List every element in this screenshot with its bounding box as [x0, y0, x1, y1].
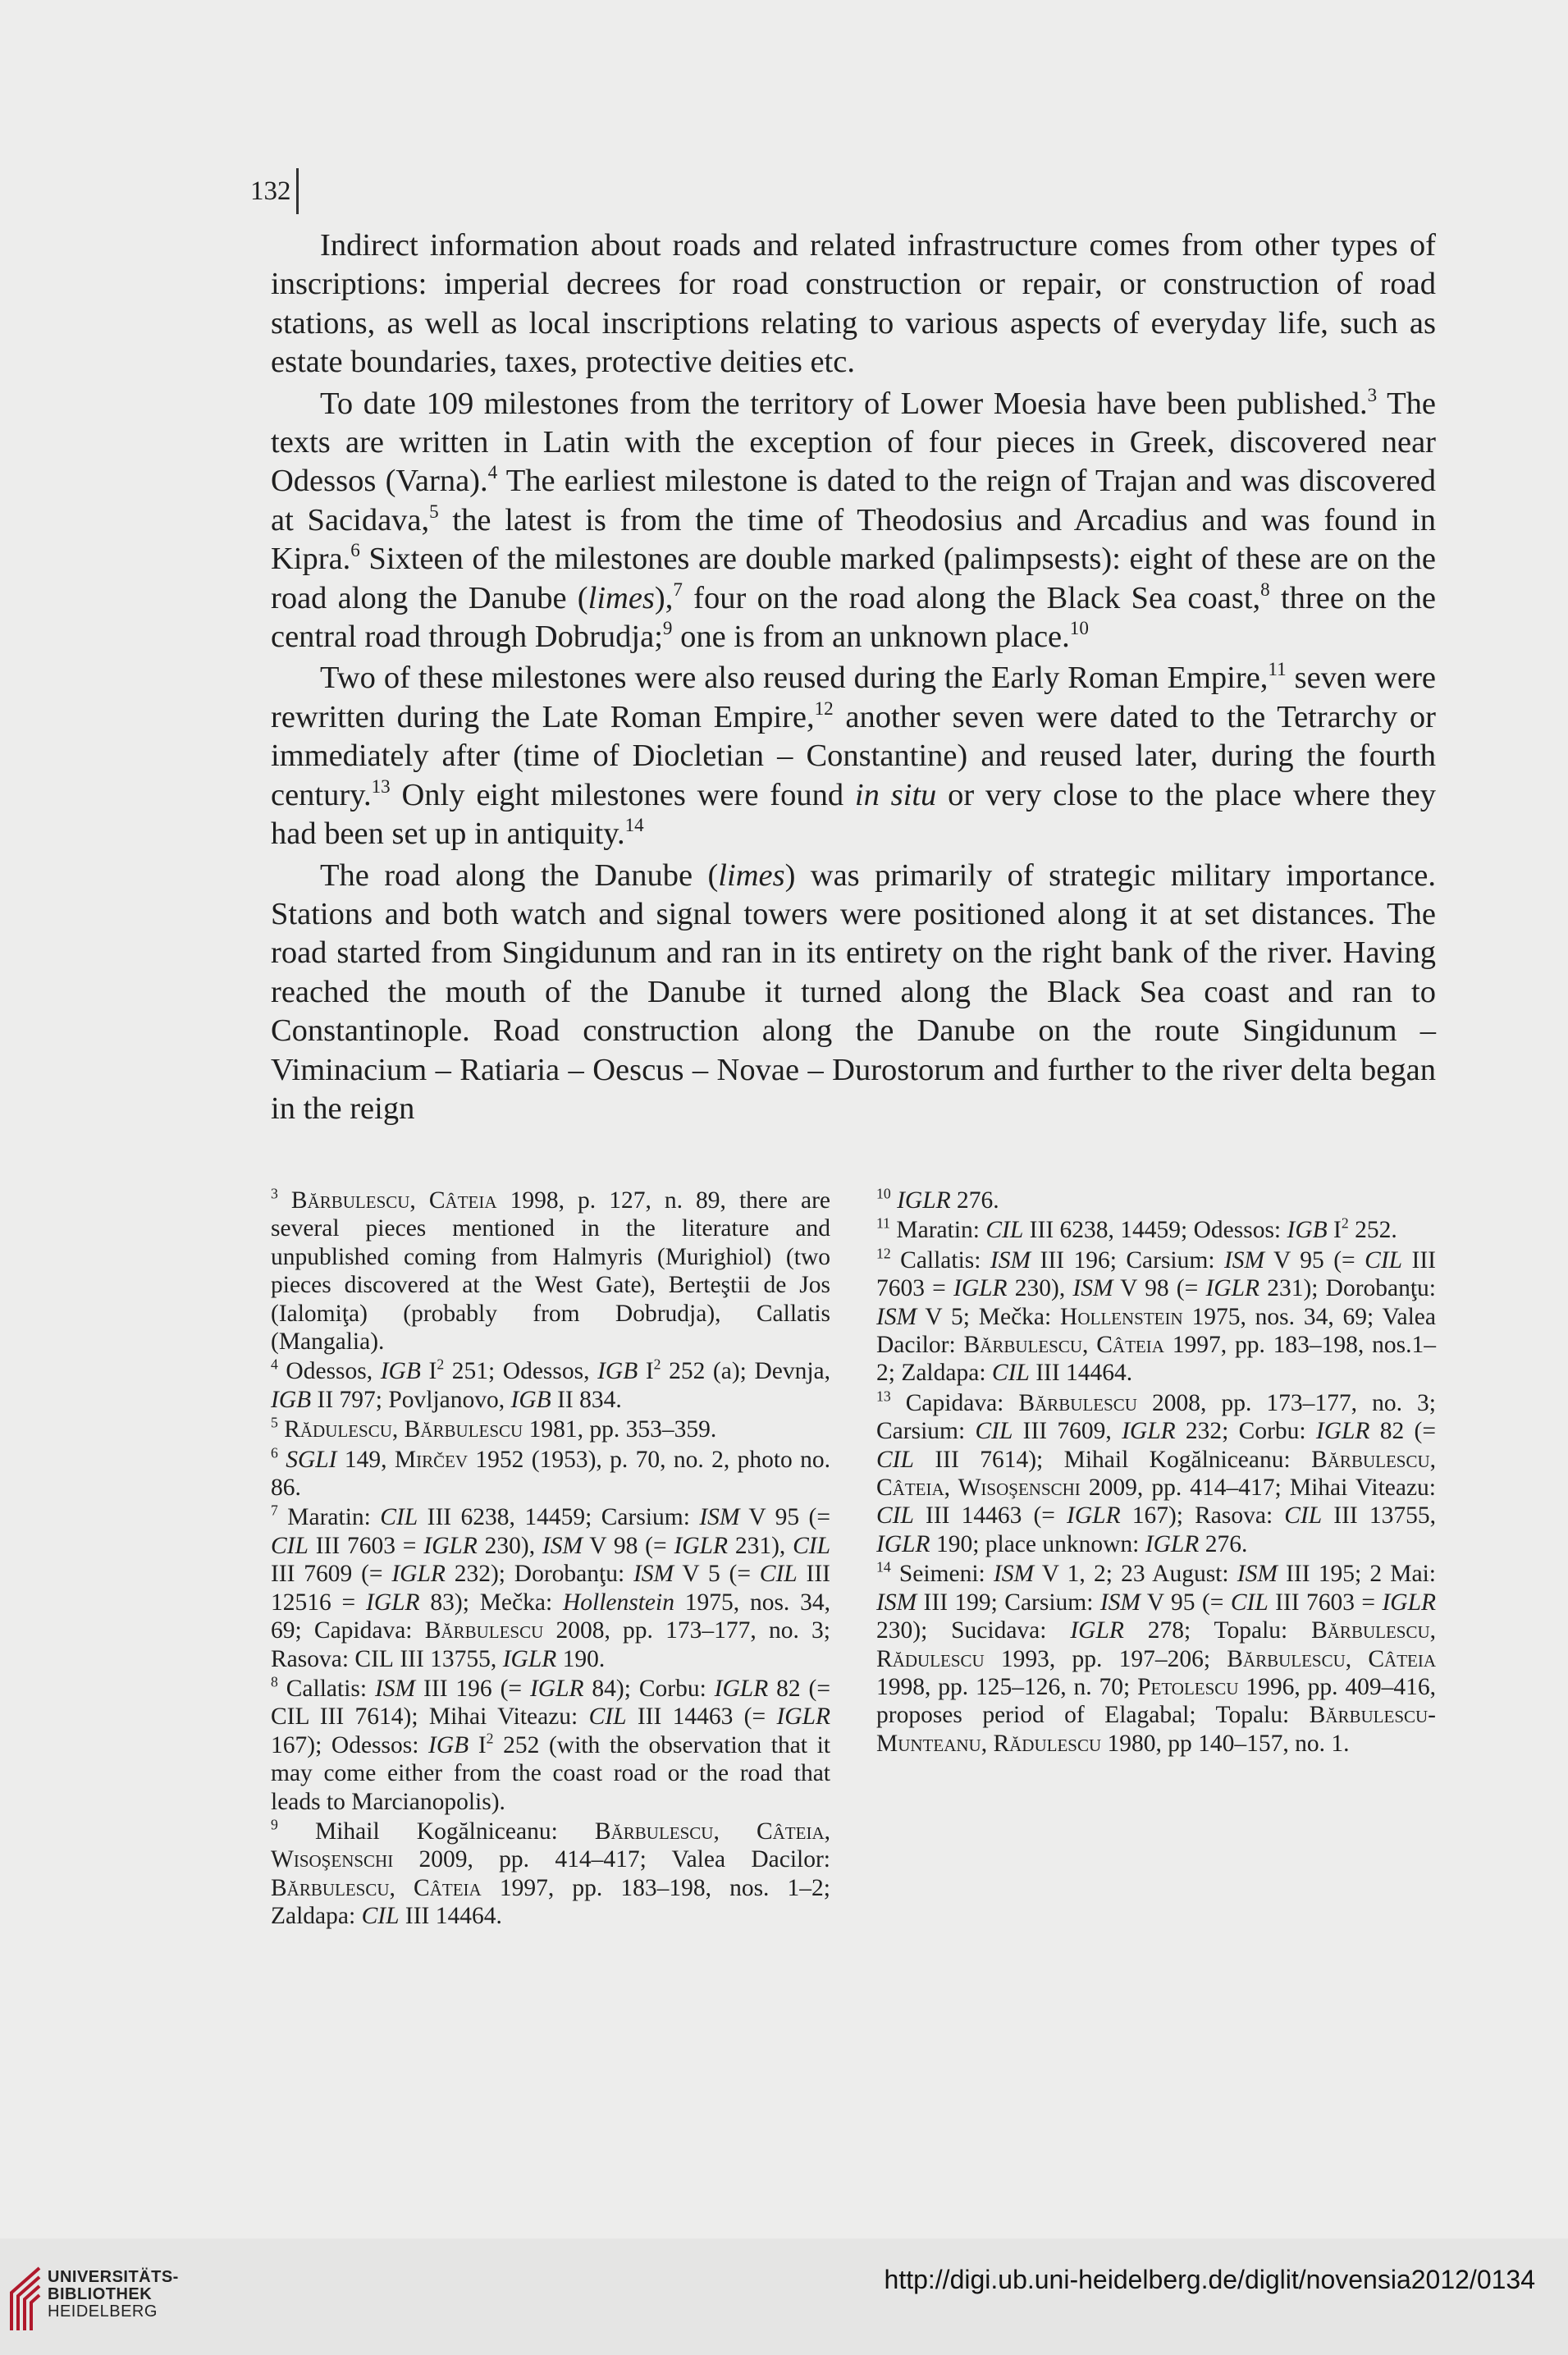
- text-run: III 199; Carsium:: [917, 1589, 1100, 1616]
- corpus-abbrev: IGB: [510, 1386, 551, 1413]
- text-run: To date 109 milestones from the territory of Lower Moesia have been published.: [320, 386, 1368, 421]
- source-url-link[interactable]: http://digi.ub.uni-heidelberg.de/diglit/novensia2012/0134: [884, 2265, 1535, 2294]
- corpus-abbrev: CIL: [793, 1532, 830, 1559]
- footnote-ref[interactable]: 12: [814, 697, 834, 719]
- text-run: 230),: [1007, 1275, 1073, 1302]
- corpus-abbrev: ISM: [1223, 1246, 1265, 1274]
- text-run: [891, 1187, 897, 1214]
- text-run: 83); Mečka:: [419, 1589, 563, 1616]
- text-run: I: [469, 1731, 487, 1758]
- footer-bar: [0, 2238, 1568, 2355]
- text-run: 1997, pp. 183–198, nos. 1–2; Zaldapa:: [271, 1874, 830, 1930]
- footnote-ref[interactable]: 13: [371, 775, 391, 797]
- footnote: [876, 1389, 1436, 1558]
- author-name: Bărbulescu, Câteia: [290, 1187, 497, 1214]
- footnote-number: 11: [876, 1214, 891, 1232]
- author-name: Hollenstein: [1060, 1303, 1183, 1330]
- text-run: 190; place unknown:: [930, 1530, 1145, 1557]
- text-run: 2008, pp. 173–177, no. 3; Rasova:: [271, 1617, 830, 1672]
- corpus-abbrev: IGLR: [714, 1675, 769, 1702]
- footnote-number: 5: [271, 1414, 278, 1431]
- text-run: 276.: [1199, 1530, 1248, 1557]
- corpus-abbrev: IGLR: [1070, 1617, 1124, 1644]
- text-run: III 13755,: [1322, 1502, 1436, 1530]
- footnote-ref[interactable]: 10: [1069, 617, 1089, 639]
- text-run: 1998, p. 127, n. 89, there are several pieces mentioned in the literature and unpublished coming from Halmyris (Murighiol) (two pieces discovered at the West Gate), Berteştii de Jos (Ialomiţa) (probably from Dobrudja), Callatis (Mangalia).: [271, 1187, 831, 1356]
- footnote: [876, 1216, 1436, 1244]
- text-run: 1996, pp. 409–416, proposes period of Elagabal; Topalu:: [876, 1673, 1437, 1729]
- text-run: 167); Rasova:: [1120, 1502, 1285, 1530]
- text-run: V 1, 2; 23 August:: [1034, 1561, 1237, 1588]
- corpus-abbrev: Hollenstein: [562, 1589, 674, 1616]
- footnote: [271, 1415, 830, 1443]
- text-run: 252 (a); Devnja,: [661, 1358, 831, 1385]
- text-run: I: [420, 1358, 437, 1385]
- italic-term: in situ: [854, 777, 937, 812]
- corpus-abbrev: IGB: [428, 1731, 469, 1758]
- text-run: Mihail Kogălniceanu:: [277, 1818, 595, 1845]
- text-run: 251; Odessos,: [444, 1358, 598, 1385]
- footnote-ref[interactable]: 14: [624, 814, 644, 836]
- corpus-abbrev: IGLR: [529, 1675, 584, 1702]
- text-run: 231),: [728, 1532, 793, 1559]
- header-rule: [296, 168, 299, 214]
- author-name: Bărbulescu: [1018, 1389, 1137, 1416]
- footnote-ref[interactable]: 6: [350, 539, 360, 561]
- footnote-ref[interactable]: 5: [429, 500, 439, 522]
- text-run: III 7609 (=: [271, 1561, 392, 1588]
- corpus-abbrev: IGLR: [876, 1530, 930, 1557]
- author-name: Mirčev: [394, 1446, 469, 1473]
- corpus-abbrev: CIL: [361, 1903, 400, 1930]
- corpus-abbrev: CIL: [271, 1532, 309, 1559]
- corpus-abbrev: ISM: [876, 1589, 917, 1616]
- text-run: 231); Dorobanţu:: [1259, 1275, 1437, 1302]
- corpus-abbrev: CIL: [759, 1561, 798, 1588]
- text-run: I: [1327, 1217, 1342, 1244]
- text-run: 2008, pp. 173–177, no. 3; Carsium:: [876, 1389, 1436, 1445]
- corpus-abbrev: IGLR: [1205, 1275, 1260, 1302]
- corpus-abbrev: IGLR: [391, 1561, 446, 1588]
- text-run: The texts are written in Latin with the exception of four pieces in Greek, discovered near Odessos (Varna).: [271, 386, 1436, 499]
- text-run: III 14464.: [1029, 1360, 1133, 1387]
- footnote-number: 8: [271, 1673, 278, 1690]
- text-run: Odessos,: [277, 1358, 381, 1385]
- text-run: III 13755,: [393, 1645, 503, 1672]
- author-name: Bărbulescu, Câteia: [271, 1874, 482, 1901]
- text-run: 278; Topalu:: [1123, 1617, 1312, 1644]
- text-run: III 12516 =: [271, 1561, 830, 1616]
- italic-term: limes: [587, 580, 655, 615]
- text-run: 1975, nos. 34, 69; Capidava:: [271, 1589, 830, 1644]
- footnote-ref[interactable]: 9: [662, 617, 673, 639]
- footnote: [876, 1560, 1436, 1758]
- body-paragraph: [271, 659, 1436, 853]
- text-run: V 5; Mečka:: [917, 1303, 1061, 1330]
- text-run: V 98 (=: [583, 1532, 674, 1559]
- text-run: Capidava:: [890, 1389, 1019, 1416]
- footnote-number: 7: [271, 1502, 278, 1519]
- corpus-abbrev: IGLR: [366, 1589, 420, 1616]
- author-name: Bărbulescu, Câteia, Wisoşenschi: [271, 1818, 830, 1873]
- text-run: 82 (=: [1369, 1418, 1436, 1445]
- footnote: [271, 1503, 830, 1672]
- page-header: [250, 168, 299, 214]
- text-run: 252 (with the observation that it may come either from the coast road or the road that leads to Marcianopolis).: [271, 1731, 831, 1815]
- corpus-abbrev: ISM: [876, 1303, 917, 1330]
- text-run: Two of these milestones were also reused during the Early Roman Empire,: [320, 661, 1269, 696]
- body-paragraph: [271, 385, 1436, 657]
- text-run: III 14464.: [399, 1903, 502, 1930]
- corpus-abbrev: ISM: [1099, 1589, 1141, 1616]
- text-run: 2009, pp. 414–417; Mihai Viteazu:: [1080, 1475, 1437, 1502]
- corpus-abbrev: CIL: [876, 1446, 914, 1473]
- corpus-abbrev: IGLR: [1382, 1589, 1437, 1616]
- text-run: V 98 (=: [1113, 1275, 1206, 1302]
- corpus-abbrev: IGB: [380, 1358, 421, 1385]
- footnote: [271, 1357, 830, 1414]
- library-name-line: UNIVERSITÄTS-: [48, 2268, 179, 2286]
- text-run: V 95 (=: [1264, 1246, 1365, 1274]
- corpus-abbrev: IGB: [271, 1386, 312, 1413]
- text-run: II 797; Povljanovo,: [311, 1386, 511, 1413]
- corpus-abbrev: SGLI: [286, 1446, 337, 1473]
- text-run: or very close to the place where they had been set up in antiquity.: [271, 777, 1436, 852]
- corpus-abbrev: IGLR: [776, 1703, 831, 1731]
- footnotes: [271, 1187, 1436, 1932]
- footnote-number: 10: [876, 1185, 891, 1202]
- text-run: 84); Corbu:: [583, 1675, 715, 1702]
- author-name: Bărbulescu, Rădulescu: [876, 1617, 1436, 1672]
- text-run: ) was primarily of strategic military importance. Stations and both watch and signal towers were positioned along it at set distances. The road started from Singidunum and ran in its entirety on the right bank of the river. Having reached the mouth of the Danube it turned along the Black Sea coast and ran to Constantinople. Road construction along the Danube on the route Singidunum – Viminacium – Ratiaria – Oescus – Novae – Durostorum and further to the river delta began in the reign: [271, 857, 1436, 1126]
- corpus-abbrev: ISM: [542, 1532, 583, 1559]
- corpus-abbrev: IGLR: [423, 1532, 478, 1559]
- footnote-number: 4: [271, 1356, 278, 1373]
- footnote-number: 3: [271, 1185, 278, 1202]
- text-run: 230); Sucidava:: [876, 1617, 1071, 1644]
- author-name: Bărbulescu-Munteanu, Rădulescu: [876, 1702, 1436, 1757]
- text-run: Callatis:: [890, 1246, 990, 1274]
- text-run: 149,: [336, 1446, 395, 1473]
- text-run: the latest is from the time of Theodosius and Arcadius and was found in Kipra.: [271, 502, 1436, 577]
- corpus-abbrev: CIL: [1365, 1246, 1403, 1274]
- text-run: another seven were dated to the Tetrarchy or immediately after (time of Diocletian – Constantine) and reused later, during the fourth century.: [271, 699, 1436, 812]
- author-name: Rădulescu, Bărbulescu: [284, 1416, 523, 1443]
- text-run: four on the road along the Black Sea coast,: [682, 580, 1261, 615]
- text-run: three on the central road through Dobrudja;: [271, 580, 1437, 655]
- text-run: Seimeni:: [890, 1561, 994, 1588]
- corpus-abbrev: ISM: [1072, 1275, 1113, 1302]
- text-run: 232); Dorobanţu:: [445, 1561, 633, 1588]
- text-run: III 195; 2 Mai:: [1277, 1561, 1436, 1588]
- text-run: III 196; Carsium:: [1031, 1246, 1224, 1274]
- corpus-abbrev: IGLR: [502, 1645, 557, 1672]
- footnote: [271, 1818, 830, 1931]
- text-run: seven were rewritten during the Late Roman Empire,: [271, 661, 1436, 734]
- footnotes-left-column: [271, 1187, 830, 1932]
- text-run: 1975, nos. 34, 69; Valea Dacilor:: [876, 1303, 1436, 1359]
- text-run: Callatis:: [277, 1675, 375, 1702]
- text-run: 2009, pp. 414–417; Valea Dacilor:: [393, 1846, 830, 1873]
- body-text: [271, 226, 1436, 1131]
- page-number: 132: [250, 176, 291, 206]
- text-run: III 196 (=: [415, 1675, 530, 1702]
- corpus-abbrev: IGLR: [1145, 1530, 1200, 1557]
- footnote-number: 14: [876, 1558, 891, 1575]
- text-run: III 14463 (=: [626, 1703, 777, 1731]
- corpus-abbrev: IGLR: [674, 1532, 729, 1559]
- corpus-abbrev: CIL: [1284, 1502, 1323, 1530]
- corpus-abbrev: CIL: [876, 1502, 914, 1530]
- footnote-ref[interactable]: 7: [673, 578, 683, 600]
- edition-sup: 2: [486, 1730, 494, 1747]
- corpus-abbrev: CIL: [975, 1418, 1013, 1445]
- footnote-ref[interactable]: 4: [487, 461, 498, 483]
- footnote-ref[interactable]: 11: [1268, 658, 1287, 680]
- corpus-abbrev: IGLR: [1122, 1418, 1176, 1445]
- text-run: III 7614); Mihail Kogălniceanu:: [913, 1446, 1312, 1473]
- text-run: [278, 1447, 286, 1473]
- text-run: one is from an unknown place.: [672, 620, 1070, 655]
- footnote-number: 13: [876, 1388, 891, 1405]
- author-name: CIL: [354, 1645, 394, 1672]
- text-run: Only eight milestones were found: [390, 777, 855, 812]
- corpus-abbrev: CIL: [588, 1703, 627, 1731]
- corpus-abbrev: ISM: [990, 1246, 1031, 1274]
- author-name: Bărbulescu, Câteia: [1227, 1645, 1437, 1672]
- corpus-abbrev: CIL: [991, 1360, 1030, 1387]
- corpus-abbrev: ISM: [699, 1504, 740, 1531]
- corpus-abbrev: IGB: [1287, 1217, 1328, 1244]
- text-run: III 7603 =: [1268, 1589, 1383, 1616]
- text-run: V 95 (=: [1141, 1589, 1231, 1616]
- library-name-line: BIBLIOTHEK: [48, 2285, 153, 2303]
- footnote-number: 9: [271, 1816, 278, 1833]
- text-run: II 834.: [551, 1386, 622, 1413]
- corpus-abbrev: IGLR: [1315, 1418, 1370, 1445]
- footnote: [876, 1246, 1436, 1388]
- text-run: Maratin:: [277, 1504, 381, 1531]
- library-name: [48, 2269, 179, 2321]
- corpus-abbrev: IGLR: [897, 1187, 951, 1214]
- corpus-abbrev: CIL: [380, 1504, 418, 1531]
- text-run: V 5 (=: [674, 1561, 760, 1588]
- italic-term: limes: [718, 857, 785, 893]
- corpus-abbrev: ISM: [633, 1561, 674, 1588]
- footnotes-right-column: [876, 1187, 1436, 1932]
- library-name-line: HEIDELBERG: [48, 2302, 158, 2321]
- footnote-number: 6: [271, 1444, 278, 1461]
- text-run: 1980, pp 140–157, no. 1.: [1101, 1730, 1350, 1757]
- text-run: V 95 (=: [739, 1504, 830, 1531]
- text-run: Indirect information about roads and related infrastructure comes from other types of inscriptions: imperial decrees for road construction or repair, or construction of road stations, as well as local inscriptions relating to various aspects of everyday life, such as estate boundaries, taxes, protective deities etc.: [271, 228, 1436, 380]
- text-run: III 7603 =: [308, 1532, 424, 1559]
- text-run: 1993, pp. 197–206;: [984, 1645, 1227, 1672]
- footnote-ref[interactable]: 3: [1367, 383, 1378, 405]
- text-run: 276.: [950, 1187, 999, 1214]
- footnote: [271, 1675, 830, 1816]
- text-run: III 7609,: [1013, 1418, 1122, 1445]
- text-run: III 7603 =: [876, 1246, 1436, 1302]
- text-run: 232; Corbu:: [1175, 1418, 1316, 1445]
- text-run: ),: [654, 580, 674, 615]
- corpus-abbrev: CIL: [1230, 1589, 1269, 1616]
- footnote-ref[interactable]: 8: [1260, 578, 1270, 600]
- edition-sup: 2: [437, 1356, 445, 1373]
- author-name: Bărbulescu: [424, 1617, 544, 1644]
- text-run: 252.: [1348, 1217, 1397, 1244]
- footnote: [876, 1187, 1436, 1214]
- footnote: [271, 1187, 830, 1356]
- corpus-abbrev: IGLR: [953, 1275, 1008, 1302]
- text-run: The road along the Danube (: [320, 857, 719, 893]
- text-run: III 14463 (=: [913, 1502, 1067, 1530]
- corpus-abbrev: IGB: [597, 1358, 638, 1385]
- text-run: 230),: [477, 1532, 542, 1559]
- corpus-abbrev: ISM: [1237, 1561, 1278, 1588]
- text-run: 1981, pp. 353–359.: [523, 1416, 717, 1443]
- corpus-abbrev: CIL: [985, 1217, 1024, 1244]
- text-run: 82 (= CIL III 7614); Mihai Viteazu:: [271, 1675, 830, 1731]
- text-run: 190.: [556, 1645, 606, 1672]
- text-run: The earliest milestone is dated to the reign of Trajan and was discovered at Sacidava,: [271, 464, 1436, 537]
- footnote: [271, 1446, 830, 1502]
- text-run: III 6238, 14459; Carsium:: [418, 1504, 700, 1531]
- text-run: I: [638, 1358, 654, 1385]
- author-name: Petolescu: [1137, 1673, 1239, 1700]
- footnote-number: 12: [876, 1245, 891, 1262]
- text-run: III 6238, 14459; Odessos:: [1023, 1217, 1287, 1244]
- corpus-abbrev: ISM: [374, 1675, 416, 1702]
- body-paragraph: [271, 226, 1436, 382]
- author-name: Bărbulescu, Câteia: [963, 1332, 1164, 1359]
- edition-sup: 2: [1341, 1214, 1349, 1232]
- author-name: Bărbulescu, Câteia, Wisoşenschi: [876, 1446, 1436, 1502]
- text-run: Sixteen of the milestones are double marked (palimpsests): eight of these are on the road along the Danube (: [271, 542, 1436, 615]
- edition-sup: 2: [653, 1356, 661, 1373]
- text-run: 1952 (1953), p. 70, no. 2, photo no. 86.: [271, 1446, 831, 1502]
- text-run: [278, 1187, 291, 1214]
- corpus-abbrev: ISM: [993, 1561, 1035, 1588]
- body-paragraph: [271, 857, 1436, 1129]
- text-run: Maratin:: [890, 1217, 986, 1244]
- text-run: 1998, pp. 125–126, n. 70;: [876, 1673, 1138, 1700]
- corpus-abbrev: IGLR: [1067, 1502, 1121, 1530]
- text-run: 167); Odessos:: [271, 1731, 429, 1758]
- text-run: 1997, pp. 183–198, nos.1–2; Zaldapa:: [876, 1332, 1437, 1387]
